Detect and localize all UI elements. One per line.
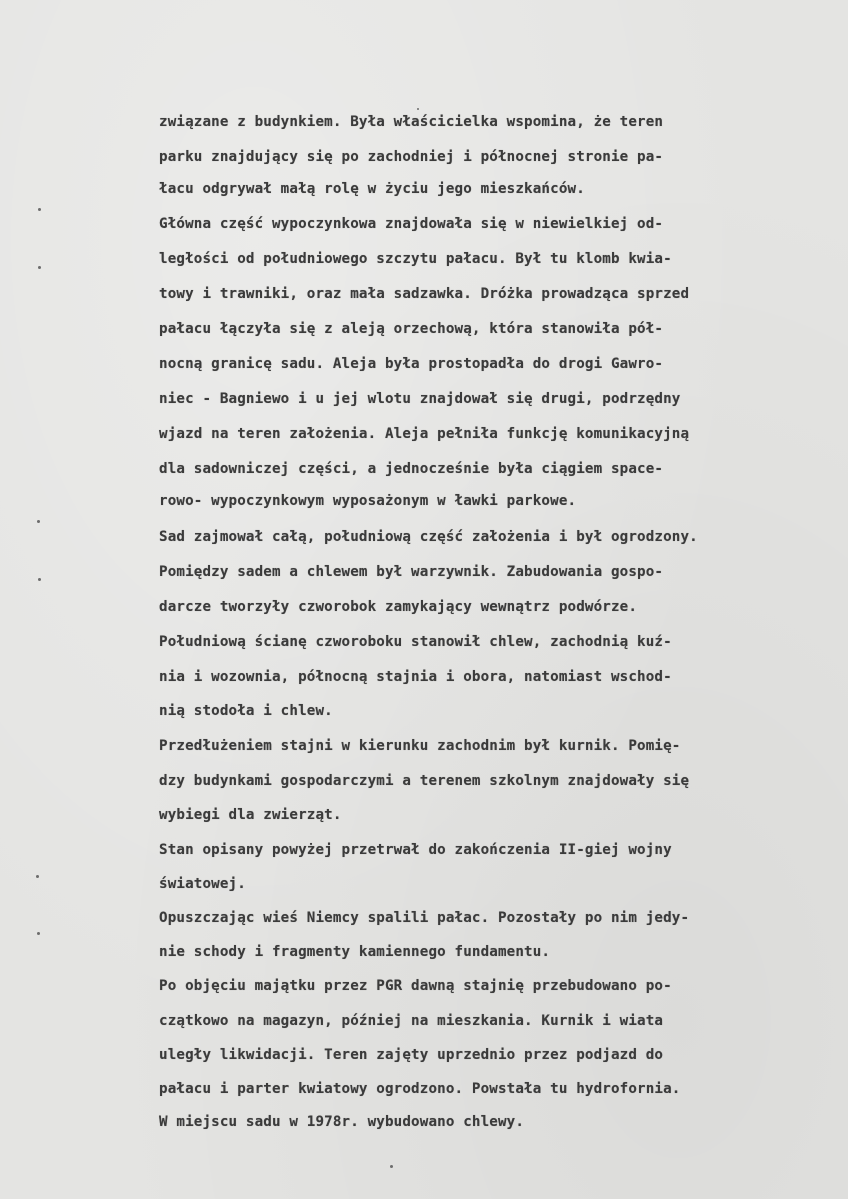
text-line-14: Pomiędzy sadem a chlewem był warzywnik. Zabudowania gospo- <box>159 564 664 580</box>
text-line-6: towy i trawniki, oraz mała sadzawka. Dróżka prowadząca sprzed <box>159 286 690 302</box>
text-line-4: Główna część wypoczynkowa znajdowała się w niewielkiej od- <box>159 216 664 232</box>
paper-speck <box>38 208 41 211</box>
text-line-27: czątkowo na magazyn, później na mieszkania. Kurnik i wiata <box>159 1013 664 1029</box>
paper-speck <box>38 266 41 269</box>
paper-speck <box>37 520 40 523</box>
text-line-18: nią stodoła i chlew. <box>159 703 333 719</box>
text-line-16: Południową ścianę czworoboku stanowił chlew, zachodnią kuź- <box>159 634 672 650</box>
text-line-24: Opuszczając wieś Niemcy spalili pałac. Pozostały po nim jedy- <box>159 910 690 926</box>
text-line-15: darcze tworzyły czworobok zamykający wewnątrz podwórze. <box>159 599 638 615</box>
text-line-17: nia i wozownia, północną stajnia i obora, natomiast wschod- <box>159 669 672 685</box>
text-line-11: dla sadowniczej części, a jednocześnie była ciągiem space- <box>159 461 664 477</box>
text-line-20: dzy budynkami gospodarczymi a terenem szkolnym znajdowały się <box>159 773 690 789</box>
text-line-25: nie schody i fragmenty kamiennego fundamentu. <box>159 944 551 960</box>
text-line-21: wybiegi dla zwierząt. <box>159 807 342 823</box>
text-line-9: niec - Bagniewo i u jej wlotu znajdował się drugi, podrzędny <box>159 391 681 407</box>
paper-speck <box>36 875 39 878</box>
text-line-19: Przedłużeniem stajni w kierunku zachodnim był kurnik. Pomię- <box>159 738 681 754</box>
paper-speck <box>417 108 419 110</box>
text-line-5: ległości od południowego szczytu pałacu. Był tu klomb kwia- <box>159 251 672 267</box>
text-line-26: Po objęciu majątku przez PGR dawną stajnię przebudowano po- <box>159 978 672 994</box>
text-line-7: pałacu łączyła się z aleją orzechową, która stanowiła pół- <box>159 321 664 337</box>
paper-speck <box>37 932 40 935</box>
text-line-8: nocną granicę sadu. Aleja była prostopadła do drogi Gawro- <box>159 356 664 372</box>
text-line-2: parku znajdujący się po zachodniej i północnej stronie pa- <box>159 149 664 165</box>
text-line-1: związane z budynkiem. Była właścicielka wspomina, że teren <box>159 114 664 130</box>
text-line-23: światowej. <box>159 876 246 892</box>
text-line-12: rowo- wypoczynkowym wyposażonym w ławki parkowe. <box>159 493 577 509</box>
paper-speck <box>38 578 41 581</box>
text-line-30: W miejscu sadu w 1978r. wybudowano chlewy. <box>159 1114 525 1130</box>
text-line-28: uległy likwidacji. Teren zajęty uprzednio przez podjazd do <box>159 1047 664 1063</box>
text-line-13: Sad zajmował całą, południową część założenia i był ogrodzony. <box>159 529 698 545</box>
text-line-29: pałacu i parter kwiatowy ogrodzono. Powstała tu hydrofornia. <box>159 1081 681 1097</box>
text-line-22: Stan opisany powyżej przetrwał do zakończenia II-giej wojny <box>159 842 672 858</box>
paper-speck <box>390 1165 393 1168</box>
text-line-3: łacu odgrywał małą rolę w życiu jego mieszkańców. <box>159 181 585 197</box>
text-line-10: wjazd na teren założenia. Aleja pełniła funkcję komunikacyjną <box>159 426 690 442</box>
